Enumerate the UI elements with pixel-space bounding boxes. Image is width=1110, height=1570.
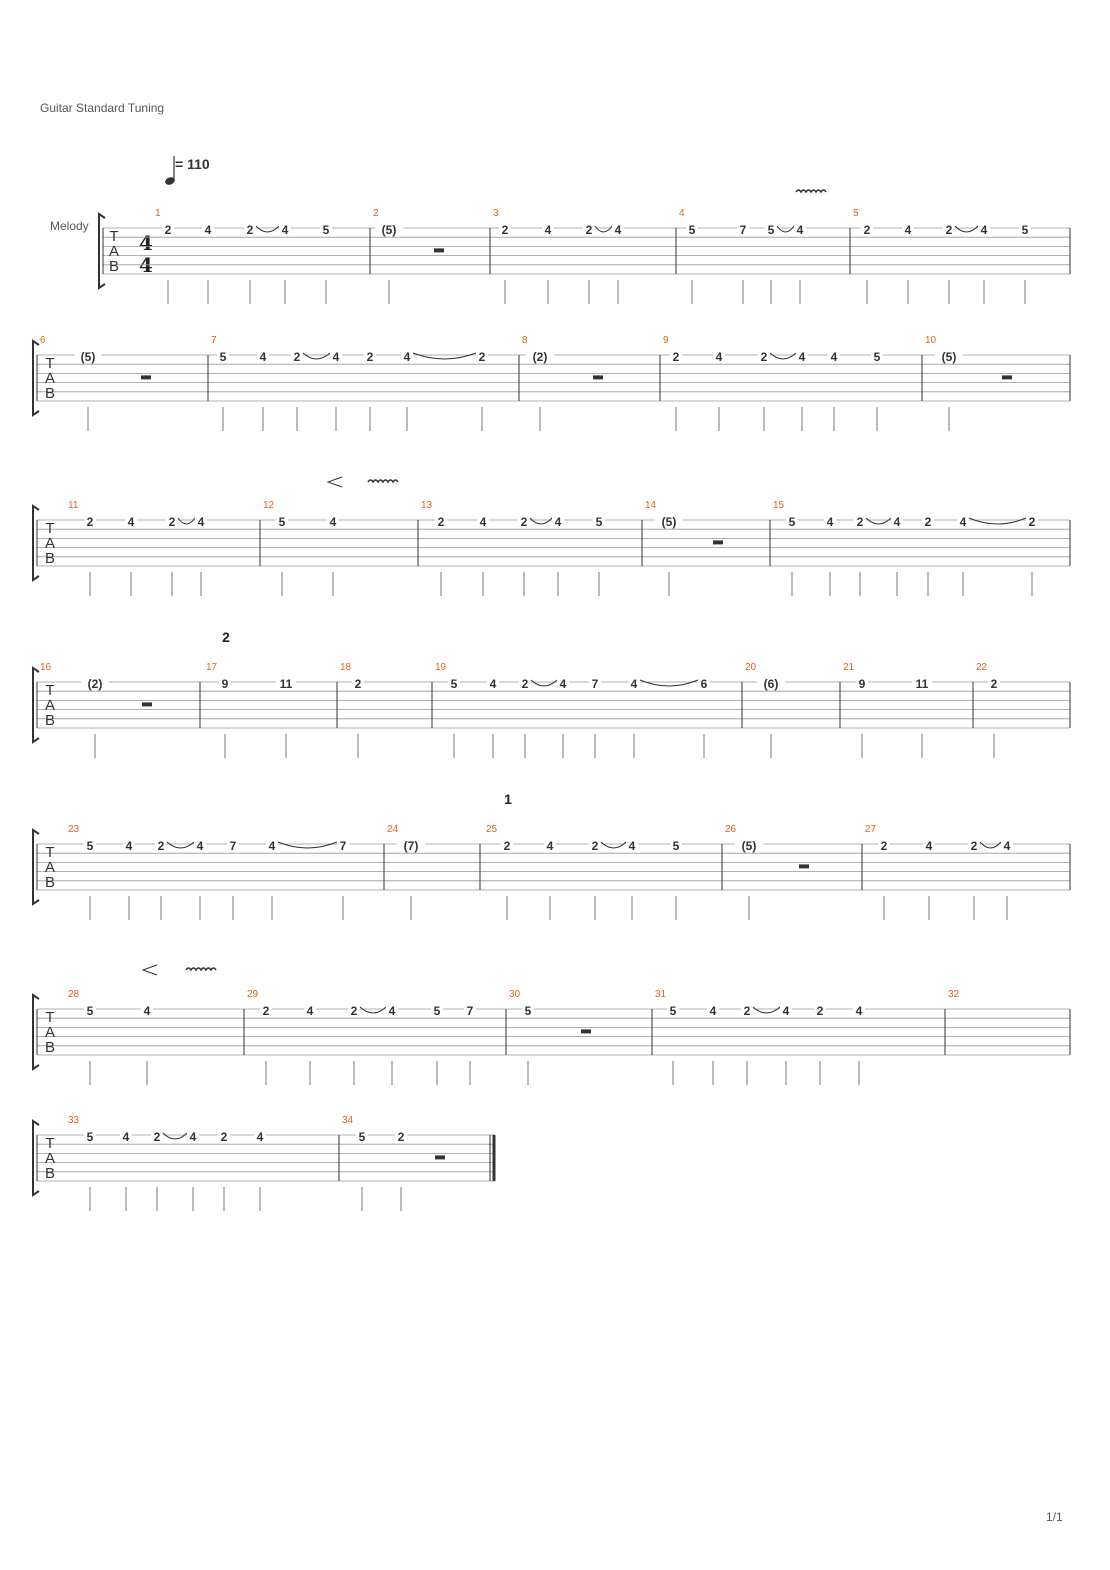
- tie-arc: [278, 842, 337, 848]
- bar-number: 22: [976, 662, 988, 673]
- tab-clef-letter: B: [44, 1165, 56, 1182]
- fret-number: 4: [122, 1130, 130, 1144]
- fret-number: 2: [863, 223, 871, 237]
- fret-number: 2: [945, 223, 953, 237]
- bar-number: 24: [387, 824, 399, 835]
- system-bracket: [33, 1121, 39, 1195]
- bar-number: 17: [206, 662, 218, 673]
- section-marker: 2: [222, 629, 230, 645]
- tab-clef-letter: A: [108, 243, 120, 260]
- bar-number: 32: [948, 989, 960, 1000]
- bar-number: 20: [745, 662, 757, 673]
- fret-number: 4: [796, 223, 804, 237]
- fret-number: 4: [125, 839, 133, 853]
- fret-number: 7: [739, 223, 747, 237]
- fret-number: 4: [904, 223, 912, 237]
- fret-number: 4: [196, 839, 204, 853]
- tab-clef-letter: T: [45, 520, 55, 537]
- vibrato-icon: [796, 190, 826, 192]
- fret-number: 2: [262, 1004, 270, 1018]
- bar-number: 31: [655, 989, 667, 1000]
- fret-number: 2: [856, 515, 864, 529]
- bar-number: 13: [421, 500, 433, 511]
- fret-number: 5: [524, 1004, 532, 1018]
- tab-clef-letter: A: [44, 697, 56, 714]
- fret-number: 4: [559, 677, 567, 691]
- bar-number: 19: [435, 662, 447, 673]
- track-name: Melody: [50, 219, 89, 233]
- fret-number: 4: [332, 350, 340, 364]
- fret-number: 4: [980, 223, 988, 237]
- tie-arc: [777, 226, 794, 232]
- fret-number: 5: [358, 1130, 366, 1144]
- tie-arc: [753, 1007, 780, 1013]
- fret-number: 2: [503, 839, 511, 853]
- fret-number: 2: [164, 223, 172, 237]
- fret-number: 2: [354, 677, 362, 691]
- fret-number: 2: [880, 839, 888, 853]
- tab-clef-letter: T: [45, 844, 55, 861]
- half-rest-symbol: [141, 375, 151, 379]
- half-rest-symbol: [142, 702, 152, 706]
- fret-number: 4: [256, 1130, 264, 1144]
- fret-number: 4: [489, 677, 497, 691]
- fret-number: 4: [630, 677, 638, 691]
- bar-number: 23: [68, 824, 80, 835]
- system-bracket: [99, 214, 105, 288]
- bar-number: 29: [247, 989, 259, 1000]
- time-signature-bottom: 4: [139, 253, 153, 277]
- crescendo-icon: [143, 965, 157, 975]
- fret-number: 6: [700, 677, 708, 691]
- fret-number: 2: [478, 350, 486, 364]
- tab-clef-letter: T: [45, 682, 55, 699]
- fret-number: 5: [595, 515, 603, 529]
- fret-number: 4: [893, 515, 901, 529]
- fret-number: 4: [798, 350, 806, 364]
- fret-number: 4: [546, 839, 554, 853]
- fret-number: 2: [157, 839, 165, 853]
- tab-clef-letter: A: [44, 1024, 56, 1041]
- fret-number: 2: [293, 350, 301, 364]
- fret-number: 2: [816, 1004, 824, 1018]
- fret-number: 4: [281, 223, 289, 237]
- fret-number: 2: [990, 677, 998, 691]
- bar-number: 6: [40, 335, 46, 346]
- fret-number: 4: [127, 515, 135, 529]
- bar-number: 34: [342, 1115, 354, 1126]
- fret-number: 2: [153, 1130, 161, 1144]
- tuning-label: Guitar Standard Tuning: [40, 101, 165, 115]
- tie-arc: [303, 353, 330, 359]
- tie-arc: [640, 680, 698, 686]
- bar-number: 14: [645, 500, 657, 511]
- fret-number: 5: [450, 677, 458, 691]
- bar-number: 11: [68, 500, 79, 511]
- fret-number: 5: [767, 223, 775, 237]
- fret-number: 4: [259, 350, 267, 364]
- fret-number: 2: [520, 515, 528, 529]
- fret-number: 4: [388, 1004, 396, 1018]
- bar-number: 16: [40, 662, 52, 673]
- tied-fret-number: (2): [87, 677, 103, 691]
- half-rest-symbol: [799, 864, 809, 868]
- fret-number: 5: [86, 1004, 94, 1018]
- fret-number: 2: [437, 515, 445, 529]
- fret-number: 5: [86, 1130, 94, 1144]
- fret-number: 2: [743, 1004, 751, 1018]
- fret-number: 4: [197, 515, 205, 529]
- bar-number: 25: [486, 824, 498, 835]
- fret-number: 2: [397, 1130, 405, 1144]
- fret-number: 2: [1028, 515, 1036, 529]
- fret-number: 5: [433, 1004, 441, 1018]
- tie-arc: [980, 842, 1001, 848]
- fret-number: 5: [219, 350, 227, 364]
- fret-number: 2: [168, 515, 176, 529]
- fret-number: 5: [322, 223, 330, 237]
- fret-number: 2: [86, 515, 94, 529]
- tie-arc: [163, 1133, 187, 1139]
- tie-arc: [866, 518, 891, 524]
- fret-number: 4: [925, 839, 933, 853]
- tie-arc: [969, 518, 1026, 524]
- fret-number: 5: [669, 1004, 677, 1018]
- fret-number: 4: [143, 1004, 151, 1018]
- fret-number: 2: [521, 677, 529, 691]
- tied-fret-number: (2): [532, 350, 548, 364]
- tab-clef-letter: A: [44, 859, 56, 876]
- fret-number: 4: [403, 350, 411, 364]
- fret-number: 4: [268, 839, 276, 853]
- tied-fret-number: (5): [941, 350, 957, 364]
- time-signature-top: 4: [139, 231, 153, 255]
- tie-arc: [256, 226, 279, 232]
- fret-number: 2: [970, 839, 978, 853]
- tab-clef-letter: B: [44, 385, 56, 402]
- system-bracket: [33, 668, 39, 742]
- tie-arc: [601, 842, 626, 848]
- half-rest-symbol: [1002, 375, 1012, 379]
- tie-arc: [360, 1007, 386, 1013]
- tempo-marking: = 110: [175, 156, 210, 172]
- fret-number: 9: [221, 677, 229, 691]
- fret-number: 2: [220, 1130, 228, 1144]
- bar-number: 8: [522, 335, 528, 346]
- half-rest-symbol: [593, 375, 603, 379]
- bar-number: 3: [493, 208, 499, 219]
- half-rest-symbol: [434, 248, 444, 252]
- fret-number: 5: [688, 223, 696, 237]
- fret-number: 4: [826, 515, 834, 529]
- fret-number: 4: [306, 1004, 314, 1018]
- fret-number: 5: [788, 515, 796, 529]
- half-rest-symbol: [713, 540, 723, 544]
- bar-number: 7: [211, 335, 217, 346]
- half-rest-symbol: [435, 1155, 445, 1159]
- bar-number: 2: [373, 208, 379, 219]
- fret-number: 4: [855, 1004, 863, 1018]
- fret-number: 2: [591, 839, 599, 853]
- fret-number: 4: [709, 1004, 717, 1018]
- bar-number: 26: [725, 824, 737, 835]
- tie-arc: [167, 842, 194, 848]
- fret-number: 4: [715, 350, 723, 364]
- tie-arc: [770, 353, 796, 359]
- tied-fret-number: (7): [403, 839, 419, 853]
- fret-number: 4: [959, 515, 967, 529]
- bar-number: 5: [853, 208, 859, 219]
- system-bracket: [33, 830, 39, 904]
- fret-number: 4: [1003, 839, 1011, 853]
- system-bracket: [33, 341, 39, 415]
- fret-number: 9: [858, 677, 866, 691]
- bar-number: 27: [865, 824, 877, 835]
- tab-clef-letter: T: [45, 1135, 55, 1152]
- fret-number: 2: [585, 223, 593, 237]
- fret-number: 11: [279, 677, 293, 691]
- fret-number: 4: [329, 515, 337, 529]
- tab-clef-letter: T: [109, 228, 119, 245]
- tab-clef-letter: A: [44, 535, 56, 552]
- system-bracket: [33, 995, 39, 1069]
- page-number: 1/1: [1046, 1510, 1063, 1524]
- fret-number: 11: [915, 677, 929, 691]
- tie-arc: [955, 226, 978, 232]
- fret-number: 4: [204, 223, 212, 237]
- fret-number: 5: [1021, 223, 1029, 237]
- tab-clef-letter: B: [44, 550, 56, 567]
- fret-number: 4: [628, 839, 636, 853]
- half-rest-symbol: [581, 1029, 591, 1033]
- bar-number: 30: [509, 989, 521, 1000]
- fret-number: 7: [339, 839, 347, 853]
- fret-number: 2: [366, 350, 374, 364]
- tie-arc: [595, 226, 612, 232]
- tab-clef-letter: T: [45, 355, 55, 372]
- tie-arc: [413, 353, 476, 359]
- fret-number: 4: [782, 1004, 790, 1018]
- fret-number: 7: [466, 1004, 474, 1018]
- fret-number: 5: [278, 515, 286, 529]
- tie-arc: [530, 518, 552, 524]
- tab-clef-letter: T: [45, 1009, 55, 1026]
- tab-clef-letter: A: [44, 1150, 56, 1167]
- fret-number: 4: [544, 223, 552, 237]
- vibrato-icon: [368, 480, 398, 482]
- fret-number: 7: [591, 677, 599, 691]
- fret-number: 2: [246, 223, 254, 237]
- bar-number: 10: [925, 335, 937, 346]
- bar-number: 28: [68, 989, 80, 1000]
- tab-clef-letter: B: [44, 712, 56, 729]
- bar-number: 15: [773, 500, 785, 511]
- vibrato-icon: [186, 968, 216, 970]
- fret-number: 2: [924, 515, 932, 529]
- section-marker: 1: [504, 791, 512, 807]
- fret-number: 2: [760, 350, 768, 364]
- bar-number: 4: [679, 208, 685, 219]
- fret-number: 7: [229, 839, 237, 853]
- bar-number: 33: [68, 1115, 80, 1126]
- fret-number: 5: [86, 839, 94, 853]
- tab-clef-letter: B: [44, 1039, 56, 1056]
- tied-fret-number: (6): [763, 677, 779, 691]
- tie-arc: [178, 518, 195, 524]
- fret-number: 4: [554, 515, 562, 529]
- fret-number: 4: [614, 223, 622, 237]
- bar-number: 21: [843, 662, 855, 673]
- tab-clef-letter: B: [108, 258, 120, 275]
- fret-number: 2: [501, 223, 509, 237]
- tied-fret-number: (5): [80, 350, 96, 364]
- fret-number: 2: [672, 350, 680, 364]
- tab-clef-letter: A: [44, 370, 56, 387]
- bar-number: 1: [155, 208, 161, 219]
- bar-number: 12: [263, 500, 275, 511]
- tied-fret-number: (5): [661, 515, 677, 529]
- fret-number: 4: [830, 350, 838, 364]
- fret-number: 5: [672, 839, 680, 853]
- tied-fret-number: (5): [381, 223, 397, 237]
- fret-number: 4: [189, 1130, 197, 1144]
- tab-clef-letter: B: [44, 874, 56, 891]
- fret-number: 5: [873, 350, 881, 364]
- bar-number: 9: [663, 335, 669, 346]
- fret-number: 2: [350, 1004, 358, 1018]
- crescendo-icon: [328, 477, 342, 487]
- tie-arc: [531, 680, 557, 686]
- system-bracket: [33, 506, 39, 580]
- bar-number: 18: [340, 662, 352, 673]
- fret-number: 4: [479, 515, 487, 529]
- tied-fret-number: (5): [741, 839, 757, 853]
